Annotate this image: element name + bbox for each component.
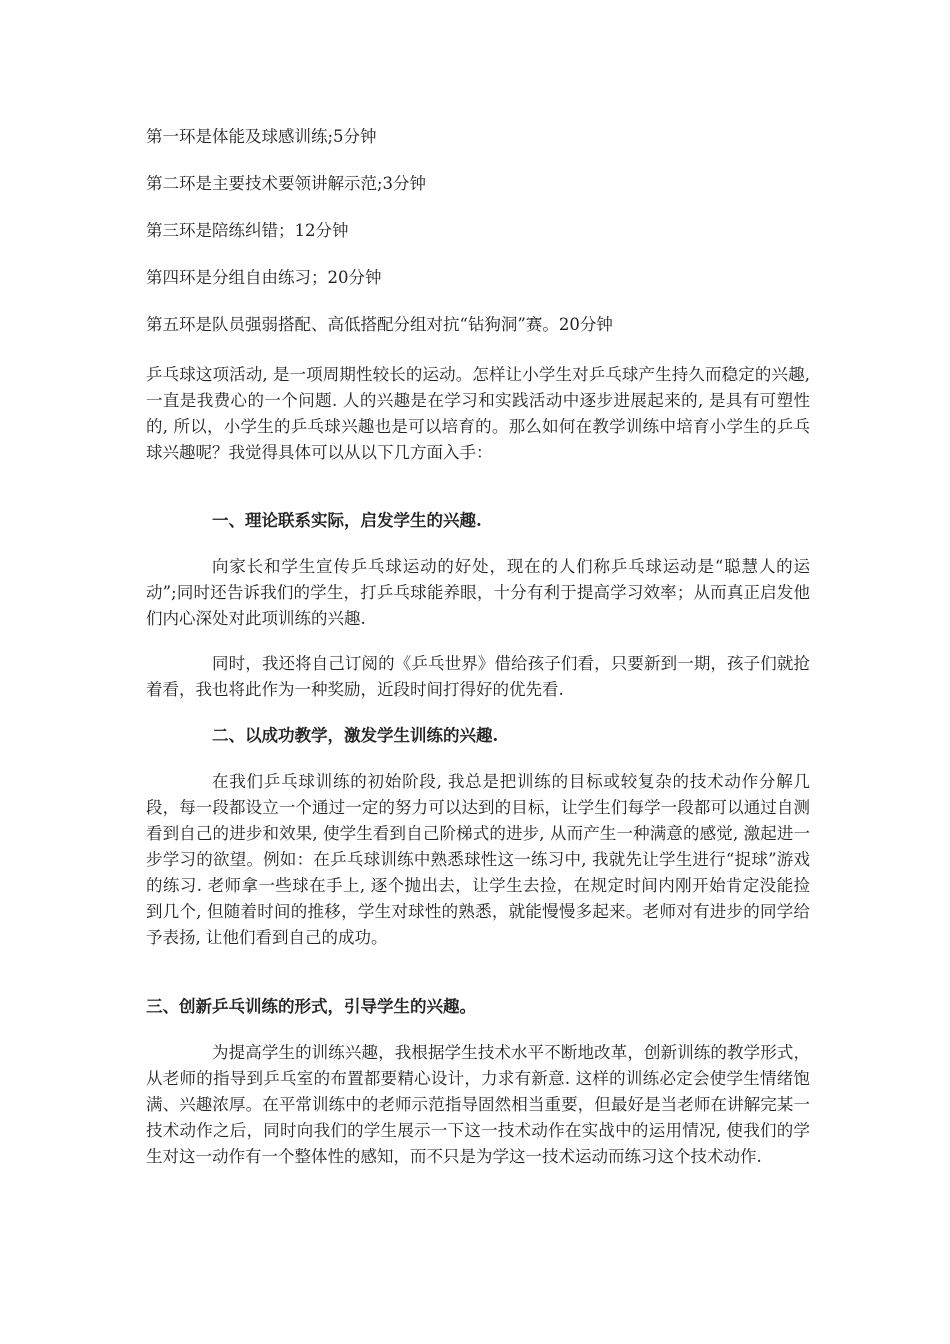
schedule-item-4: 第四环是分组自由练习；20分钟 <box>146 268 382 287</box>
section-2-heading: 二、以成功教学，激发学生训练的兴趣. <box>212 726 499 745</box>
section-2-paragraph-1: 在我们乒乓球训练的初始阶段, 我总是把训练的目标或较复杂的技术动作分解几段，每一段都设立一个通过一定的努力可以达到的目标，让学生们每学一段都可以通过自测看到自己的进步和效果, 使学生看到自己阶梯式的进步, 从而产生一种满意的感觉, 激起进一步学习的欲望。例如：在乒乓球训练中熟悉球性这一练习中, 我就先让学生进行“捉球”游戏的练习. 老师拿一些球在手上, 逐个抛出去，让学生去捡，在规定时间内刚开始肯定没能捡到几个, 但随着时间的推移，学生对球性的熟悉，就能慢慢多起来。老师对有进步的同学给予表扬, 让他们看到自己的成功。 <box>146 772 810 947</box>
intro-paragraph: 乒乓球这项活动, 是一项周期性较长的运动。怎样让小学生对乒乓球产生持久而稳定的兴趣, 一直是我费心的一个问题. 人的兴趣是在学习和实践活动中逐步进展起来的, 是具有可塑性的, 所以，小学生的乒乓球兴趣也是可以培育的。那么如何在教学训练中培育小学生的乒乓球兴趣呢？我觉得具体可以从以下几方面入手： <box>146 365 810 462</box>
section-1-paragraph-2: 同时，我还将自己订阅的《乒乓世界》借给孩子们看，只要新到一期，孩子们就抢着看，我也将此作为一种奖励，近段时间打得好的优先看. <box>146 654 810 699</box>
section-3-heading: 三、创新乒乓训练的形式，引导学生的兴趣。 <box>146 997 476 1016</box>
section-3-paragraph-1: 为提高学生的训练兴趣，我根据学生技术水平不断地改革，创新训练的教学形式，从老师的指导到乒乓室的布置都要精心设计，力求有新意. 这样的训练必定会使学生情绪饱满、兴趣浓厚。在平常训练中的老师示范指导固然相当重要，但最好是当老师在讲解完某一技术动作之后，同时向我们的学生展示一下这一技术动作在实战中的运用情况, 使我们的学生对这一动作有一个整体性的感知，而不只是为学这一技术运动而练习这个技术动作. <box>146 1043 810 1166</box>
schedule-item-2: 第二环是主要技术要领讲解示范;3分钟 <box>146 174 427 193</box>
schedule-item-3: 第三环是陪练纠错；12分钟 <box>146 221 349 240</box>
section-1-heading: 一、理论联系实际，启发学生的兴趣. <box>212 511 482 530</box>
section-1-paragraph-1: 向家长和学生宣传乒乓球运动的好处，现在的人们称乒乓球运动是“聪慧人的运动”;同时还告诉我们的学生，打乒乓球能养眼，十分有利于提高学习效率；从而真正启发他们内心深处对此项训练的兴趣. <box>146 557 810 628</box>
schedule-item-1: 第一环是体能及球感训练;5分钟 <box>146 127 377 146</box>
schedule-item-5: 第五环是队员强弱搭配、高低搭配分组对抗“钻狗洞”赛。20分钟 <box>146 315 613 334</box>
